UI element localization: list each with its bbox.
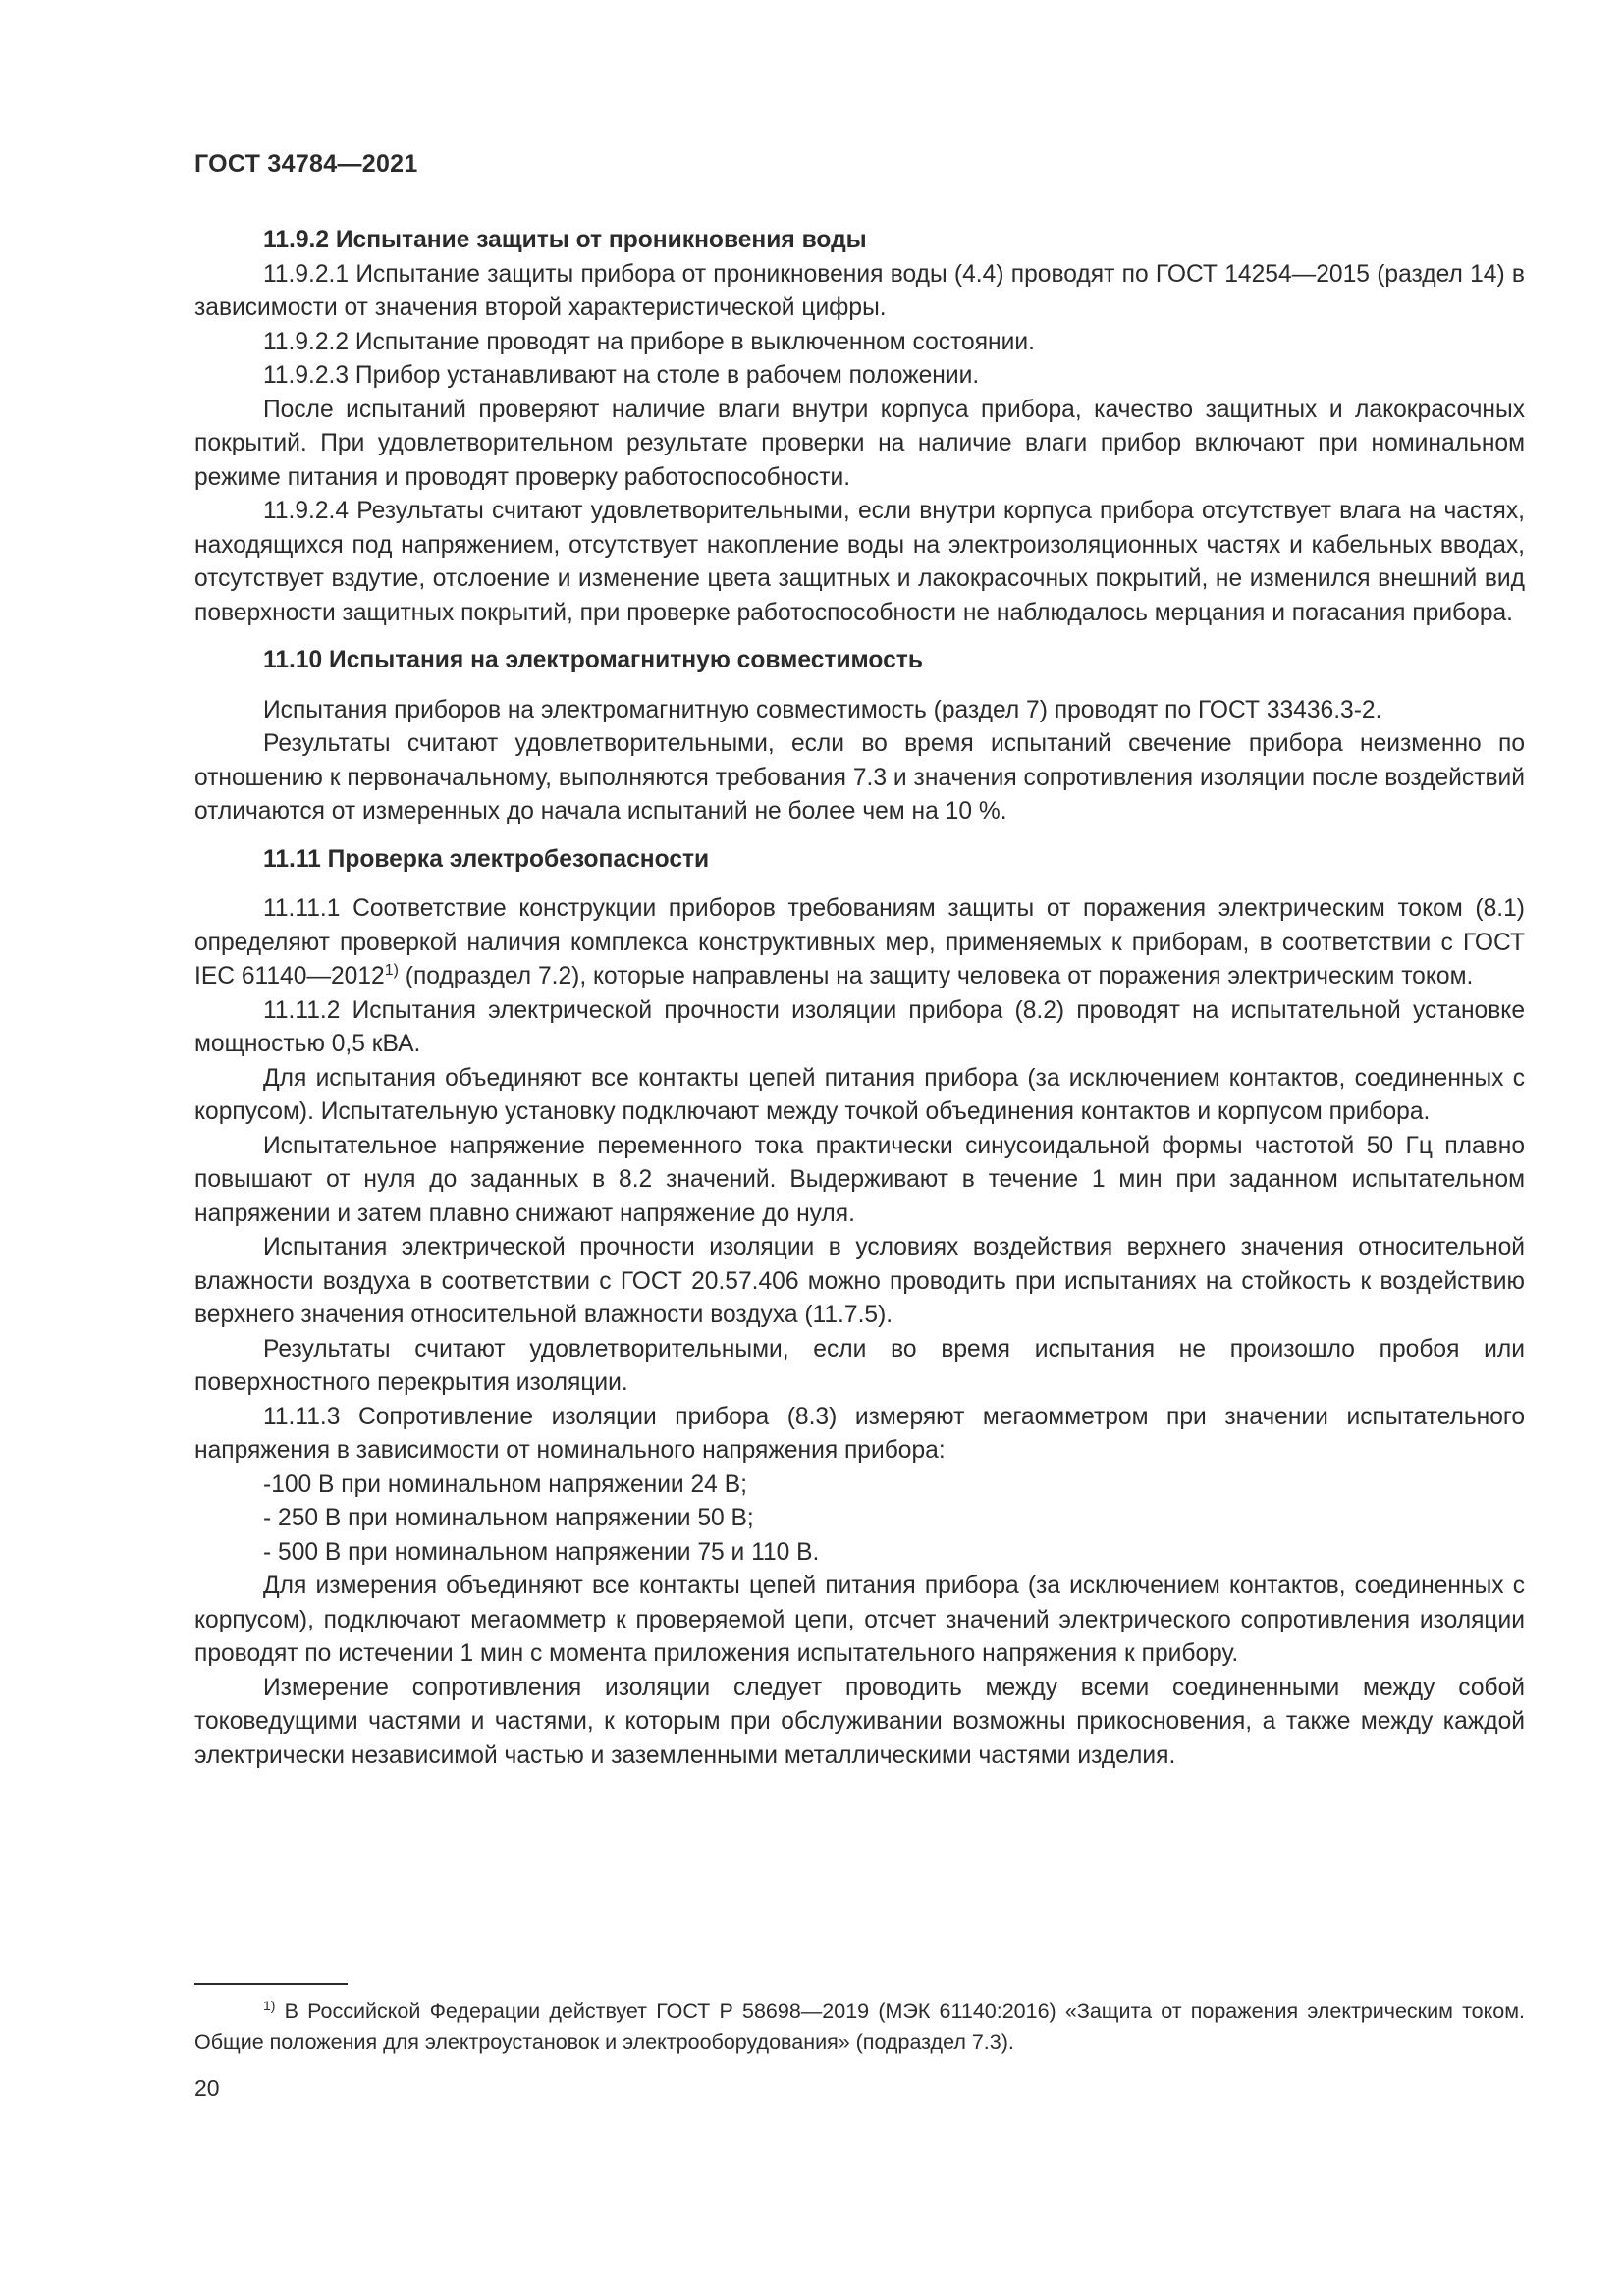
section-heading-11-10: 11.10 Испытания на электромагнитную совместимость: [263, 647, 923, 673]
paragraph: 11.9.2.1 Испытание защиты прибора от проникновения воды (4.4) проводят по ГОСТ 14254—2015 (раздел 14) в зависимости от значения второй характеристической цифры.: [194, 260, 1525, 321]
paragraph: Измерение сопротивления изоляции следует проводить между всеми соединенными между собой токоведущими частями и частями, к которым при обслуживании возможны прикосновения, а также между каждой электрически независимой частью и заземленными металлическими частями изделия.: [194, 1674, 1525, 1769]
paragraph: Испытательное напряжение переменного тока практически синусоидальной формы частотой 50 Гц плавно повышают от нуля до заданных в 8.2 значений. Выдерживают в течение 1 мин при заданном испытательном напряжении и затем плавно снижают напряжение до нуля.: [194, 1132, 1525, 1227]
list-item: -100 В при номинальном напряжении 24 В;: [263, 1470, 747, 1498]
footnote-divider: [194, 1983, 348, 1985]
paragraph: Для испытания объединяют все контакты цепей питания прибора (за исключением контактов, соединенных с корпусом). Испытательную установку подключают между точкой объединения контактов и корпусом прибора.: [194, 1064, 1525, 1125]
paragraph: Испытания приборов на электромагнитную совместимость (раздел 7) проводят по ГОСТ 33436.3-2.: [263, 696, 1382, 723]
paragraph-text: 11.11.1 Соответствие конструкции приборов требованиям защиты от поражения электрическим током (8.1) определяют проверкой наличия комплекса конструктивных мер, применяемых к приборам, в соответствии с ГОСТ IEC 61140—2012: [194, 895, 1525, 989]
footnote-text: В Российской Федерации действует ГОСТ Р 58698—2019 (МЭК 61140:2016) «Защита от поражения электрическим током. Общие положения для электроустановок и электрооборудования» (подраздел 7.3).: [194, 2000, 1525, 2054]
document-code: ГОСТ 34784—2021: [194, 150, 418, 178]
paragraph: Испытания электрической прочности изоляции в условиях воздействия верхнего значения относительной влажности воздуха в соответствии с ГОСТ 20.57.406 можно проводить при испытаниях на стойкость к воздействию верхнего значения относительной влажности воздуха (11.7.5).: [194, 1234, 1525, 1328]
section-heading-11-9-2: 11.9.2 Испытание защиты от проникновения воды: [263, 227, 867, 253]
paragraph: Для измерения объединяют все контакты цепей питания прибора (за исключением контактов, соединенных с корпусом), подключают мегаомметр к проверяемой цепи, отсчет значений электрического сопротивления изоляции проводят по истечении 1 мин с момента приложения испытательного напряжения к прибору.: [194, 1573, 1525, 1667]
document-body: [194, 224, 1525, 1773]
paragraph: После испытаний проверяют наличие влаги внутри корпуса прибора, качество защитных и лакокрасочных покрытий. При удовлетворительном результате проверки на наличие влаги прибор включают при номинальном режиме питания и проводят проверку работоспособности.: [194, 396, 1525, 491]
list-item: - 250 В при номинальном напряжении 50 В;: [263, 1505, 754, 1531]
paragraph: 11.9.2.2 Испытание проводят на приборе в выключенном состоянии.: [263, 328, 1035, 355]
paragraph: 11.11.3 Сопротивление изоляции прибора (8.3) измеряют мегаомметром при значении испытательного напряжения в зависимости от номинального напряжения прибора:: [194, 1403, 1525, 1464]
paragraph-text: (подраздел 7.2), которые направлены на защиту человека от поражения электрическим током.: [398, 963, 1474, 989]
paragraph: 11.9.2.3 Прибор устанавливают на столе в рабочем положении.: [263, 362, 980, 389]
footnote: [194, 1997, 1525, 2057]
paragraph: 11.11.2 Испытания электрической прочности изоляции прибора (8.2) проводят на испытательной установке мощностью 0,5 кВА.: [194, 996, 1525, 1057]
page-number: 20: [194, 2075, 220, 2101]
paragraph: [194, 892, 1525, 994]
paragraph: Результаты считают удовлетворительными, если во время испытаний свечение прибора неизменно по отношению к первоначальному, выполняются требования 7.3 и значения сопротивления изоляции после воздействий отличаются от измеренных до начала испытаний не более чем на 10 %.: [194, 730, 1525, 825]
paragraph: 11.9.2.4 Результаты считают удовлетворительными, если внутри корпуса прибора отсутствует влага на частях, находящихся под напряжением, отсутствует накопление воды на электроизоляционных частях и кабельных вводах, отсутствует вздутие, отслоение и изменение цвета защитных и лакокрасочных покрытий, не изменился внешний вид поверхности защитных покрытий, при проверке работоспособности не наблюдалось мерцания и погасания прибора.: [194, 498, 1525, 626]
footnote-marker: 1): [263, 1997, 276, 2013]
paragraph: Результаты считают удовлетворительными, если во время испытания не произошло пробоя или поверхностного перекрытия изоляции.: [194, 1335, 1525, 1396]
footnote-reference[interactable]: 1): [384, 961, 399, 979]
list-item: - 500 В при номинальном напряжении 75 и 110 В.: [263, 1538, 820, 1566]
section-heading-11-11: 11.11 Проверка электробезопасности: [263, 845, 710, 873]
